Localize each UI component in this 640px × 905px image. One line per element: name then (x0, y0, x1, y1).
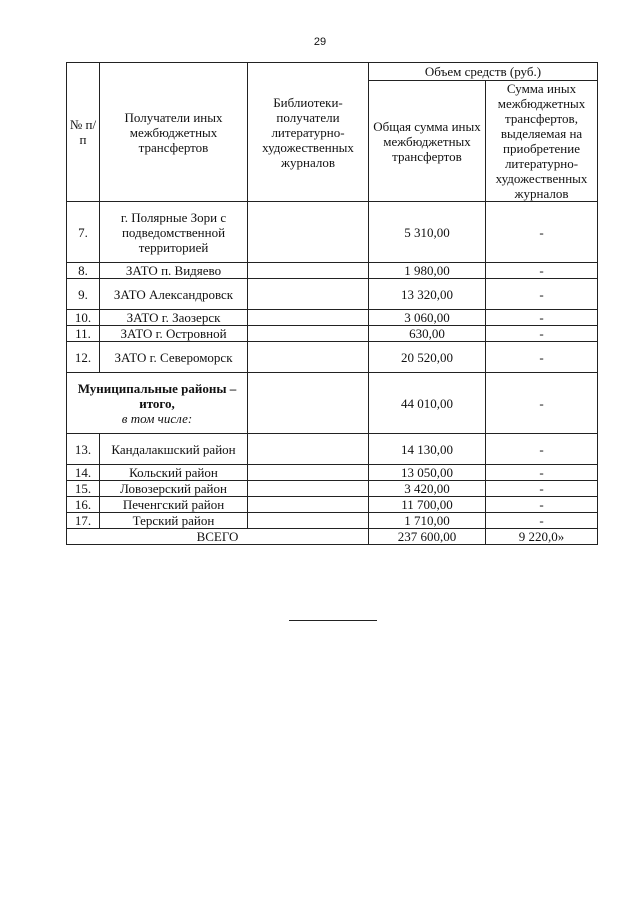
row-library (248, 513, 369, 529)
row-name: Ловозерский район (100, 481, 248, 497)
row-library (248, 310, 369, 326)
row-num: 7. (67, 202, 100, 263)
row-library (248, 342, 369, 373)
row-name: Терский район (100, 513, 248, 529)
row-name: ЗАТО г. Заозерск (100, 310, 248, 326)
row-total: 3 420,00 (369, 481, 486, 497)
row-name: г. Полярные Зори с подведомственной территорией (100, 202, 248, 263)
subtotal-row (67, 373, 598, 434)
row-library (248, 263, 369, 279)
row-name: Кольский район (100, 465, 248, 481)
row-library (248, 481, 369, 497)
header-funds-group: Объем средств (руб.) (369, 63, 598, 81)
row-library (248, 497, 369, 513)
header-libraries: Библиотеки-получатели литературно-художественных журналов (248, 63, 369, 202)
header-journal-sum: Сумма иных межбюджетных трансфертов, выделяемая на приобретение литературно-художественных журналов (486, 81, 598, 202)
table-row (67, 310, 598, 326)
row-journal: - (486, 465, 598, 481)
subtotal-journal: - (486, 373, 598, 434)
table-row (67, 202, 598, 263)
row-total: 14 130,00 (369, 434, 486, 465)
end-divider-line (289, 620, 377, 621)
page-number: 29 (313, 36, 327, 48)
table-row (67, 342, 598, 373)
table-row (67, 465, 598, 481)
table-row (67, 279, 598, 310)
table-row (67, 434, 598, 465)
row-journal: - (486, 497, 598, 513)
table-row (67, 513, 598, 529)
row-journal: - (486, 513, 598, 529)
subtotal-subtitle: в том числе: (121, 410, 193, 426)
row-name: Кандалакшский район (100, 434, 248, 465)
row-name: ЗАТО п. Видяево (100, 263, 248, 279)
row-journal: - (486, 342, 598, 373)
row-total: 3 060,00 (369, 310, 486, 326)
row-journal: - (486, 279, 598, 310)
row-library (248, 434, 369, 465)
row-total: 1 710,00 (369, 513, 486, 529)
row-total: 5 310,00 (369, 202, 486, 263)
header-recipients: Получатели иных межбюджетных трансфертов (100, 63, 248, 202)
row-num: 16. (67, 497, 100, 513)
row-num: 9. (67, 279, 100, 310)
row-journal: - (486, 263, 598, 279)
header-num: № п/п (67, 63, 100, 202)
row-num: 11. (67, 326, 100, 342)
row-journal: - (486, 310, 598, 326)
table-row (67, 263, 598, 279)
row-library (248, 326, 369, 342)
row-journal: - (486, 326, 598, 342)
grand-total-journal: 9 220,0» (486, 529, 598, 545)
row-num: 13. (67, 434, 100, 465)
grand-total-row (67, 529, 598, 545)
table-header-row-1 (67, 63, 598, 81)
subtotal-library (248, 373, 369, 434)
transfers-table (66, 62, 598, 545)
row-total: 13 320,00 (369, 279, 486, 310)
subtotal-label (67, 373, 248, 434)
row-num: 8. (67, 263, 100, 279)
table-row (67, 497, 598, 513)
row-journal: - (486, 481, 598, 497)
row-num: 15. (67, 481, 100, 497)
row-library (248, 279, 369, 310)
row-library (248, 202, 369, 263)
table-row (67, 326, 598, 342)
row-library (248, 465, 369, 481)
row-num: 10. (67, 310, 100, 326)
subtotal-total: 44 010,00 (369, 373, 486, 434)
grand-total-label: ВСЕГО (67, 529, 369, 545)
row-num: 17. (67, 513, 100, 529)
row-name: ЗАТО г. Североморск (100, 342, 248, 373)
row-total: 13 050,00 (369, 465, 486, 481)
row-journal: - (486, 202, 598, 263)
row-journal: - (486, 434, 598, 465)
table-row (67, 481, 598, 497)
row-num: 14. (67, 465, 100, 481)
row-name: ЗАТО г. Островной (100, 326, 248, 342)
subtotal-title: Муниципальные районы – итого, (77, 380, 237, 411)
row-total: 630,00 (369, 326, 486, 342)
row-num: 12. (67, 342, 100, 373)
row-total: 11 700,00 (369, 497, 486, 513)
row-total: 1 980,00 (369, 263, 486, 279)
header-total-sum: Общая сумма иных межбюджетных трансфертов (369, 81, 486, 202)
grand-total-sum: 237 600,00 (369, 529, 486, 545)
row-total: 20 520,00 (369, 342, 486, 373)
row-name: Печенгский район (100, 497, 248, 513)
row-name: ЗАТО Александровск (100, 279, 248, 310)
